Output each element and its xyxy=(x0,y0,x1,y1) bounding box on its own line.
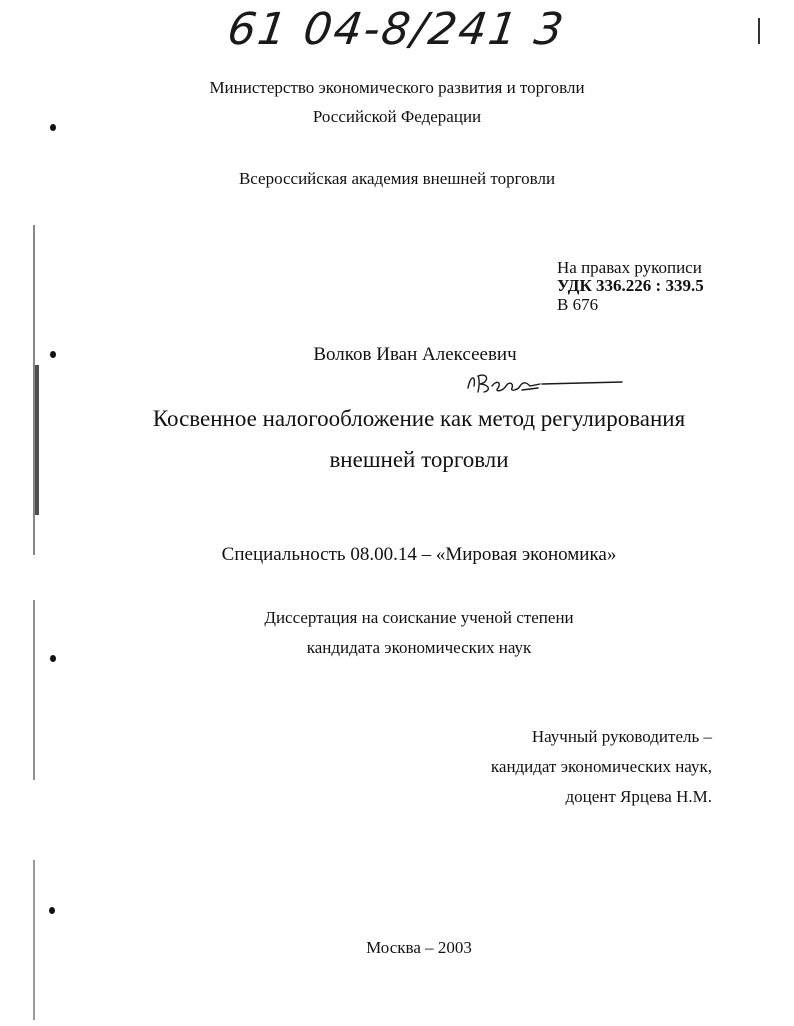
punch-hole-dot xyxy=(49,907,55,914)
scan-edge-tick xyxy=(758,18,760,44)
dissertation-title-line-2: внешней торговли xyxy=(329,447,509,472)
academy-name: Всероссийская академия внешней торговли xyxy=(238,169,556,188)
city-year: Москва – 2003 xyxy=(366,938,472,957)
signature-scribble xyxy=(462,368,627,398)
scan-margin-bar xyxy=(35,365,39,515)
supervisor-line-3: доцент Ярцева Н.М. xyxy=(565,787,712,806)
ministry-line-2: Российской Федерации xyxy=(312,107,482,126)
archive-number: 61 04-8/241 3 xyxy=(224,4,569,55)
supervisor-line-1: Научный руководитель – xyxy=(531,727,712,746)
udk-code: УДК 336.226 : 339.5 xyxy=(557,276,704,295)
manuscript-rights: На правах рукописи xyxy=(557,258,702,277)
supervisor-line-2: кандидат экономических наук, xyxy=(490,757,712,776)
library-code: В 676 xyxy=(557,295,599,314)
ministry-line-1: Министерство экономического развития и торговли xyxy=(209,78,585,97)
author-name: Волков Иван Алексеевич xyxy=(313,344,517,365)
degree-line-1: Диссертация на соискание ученой степени xyxy=(264,608,574,627)
dissertation-title-line-1: Косвенное налогообложение как метод регулирования xyxy=(152,406,686,431)
specialty: Специальность 08.00.14 – «Мировая экономика» xyxy=(221,544,617,565)
degree-line-2: кандидата экономических наук xyxy=(306,638,532,657)
